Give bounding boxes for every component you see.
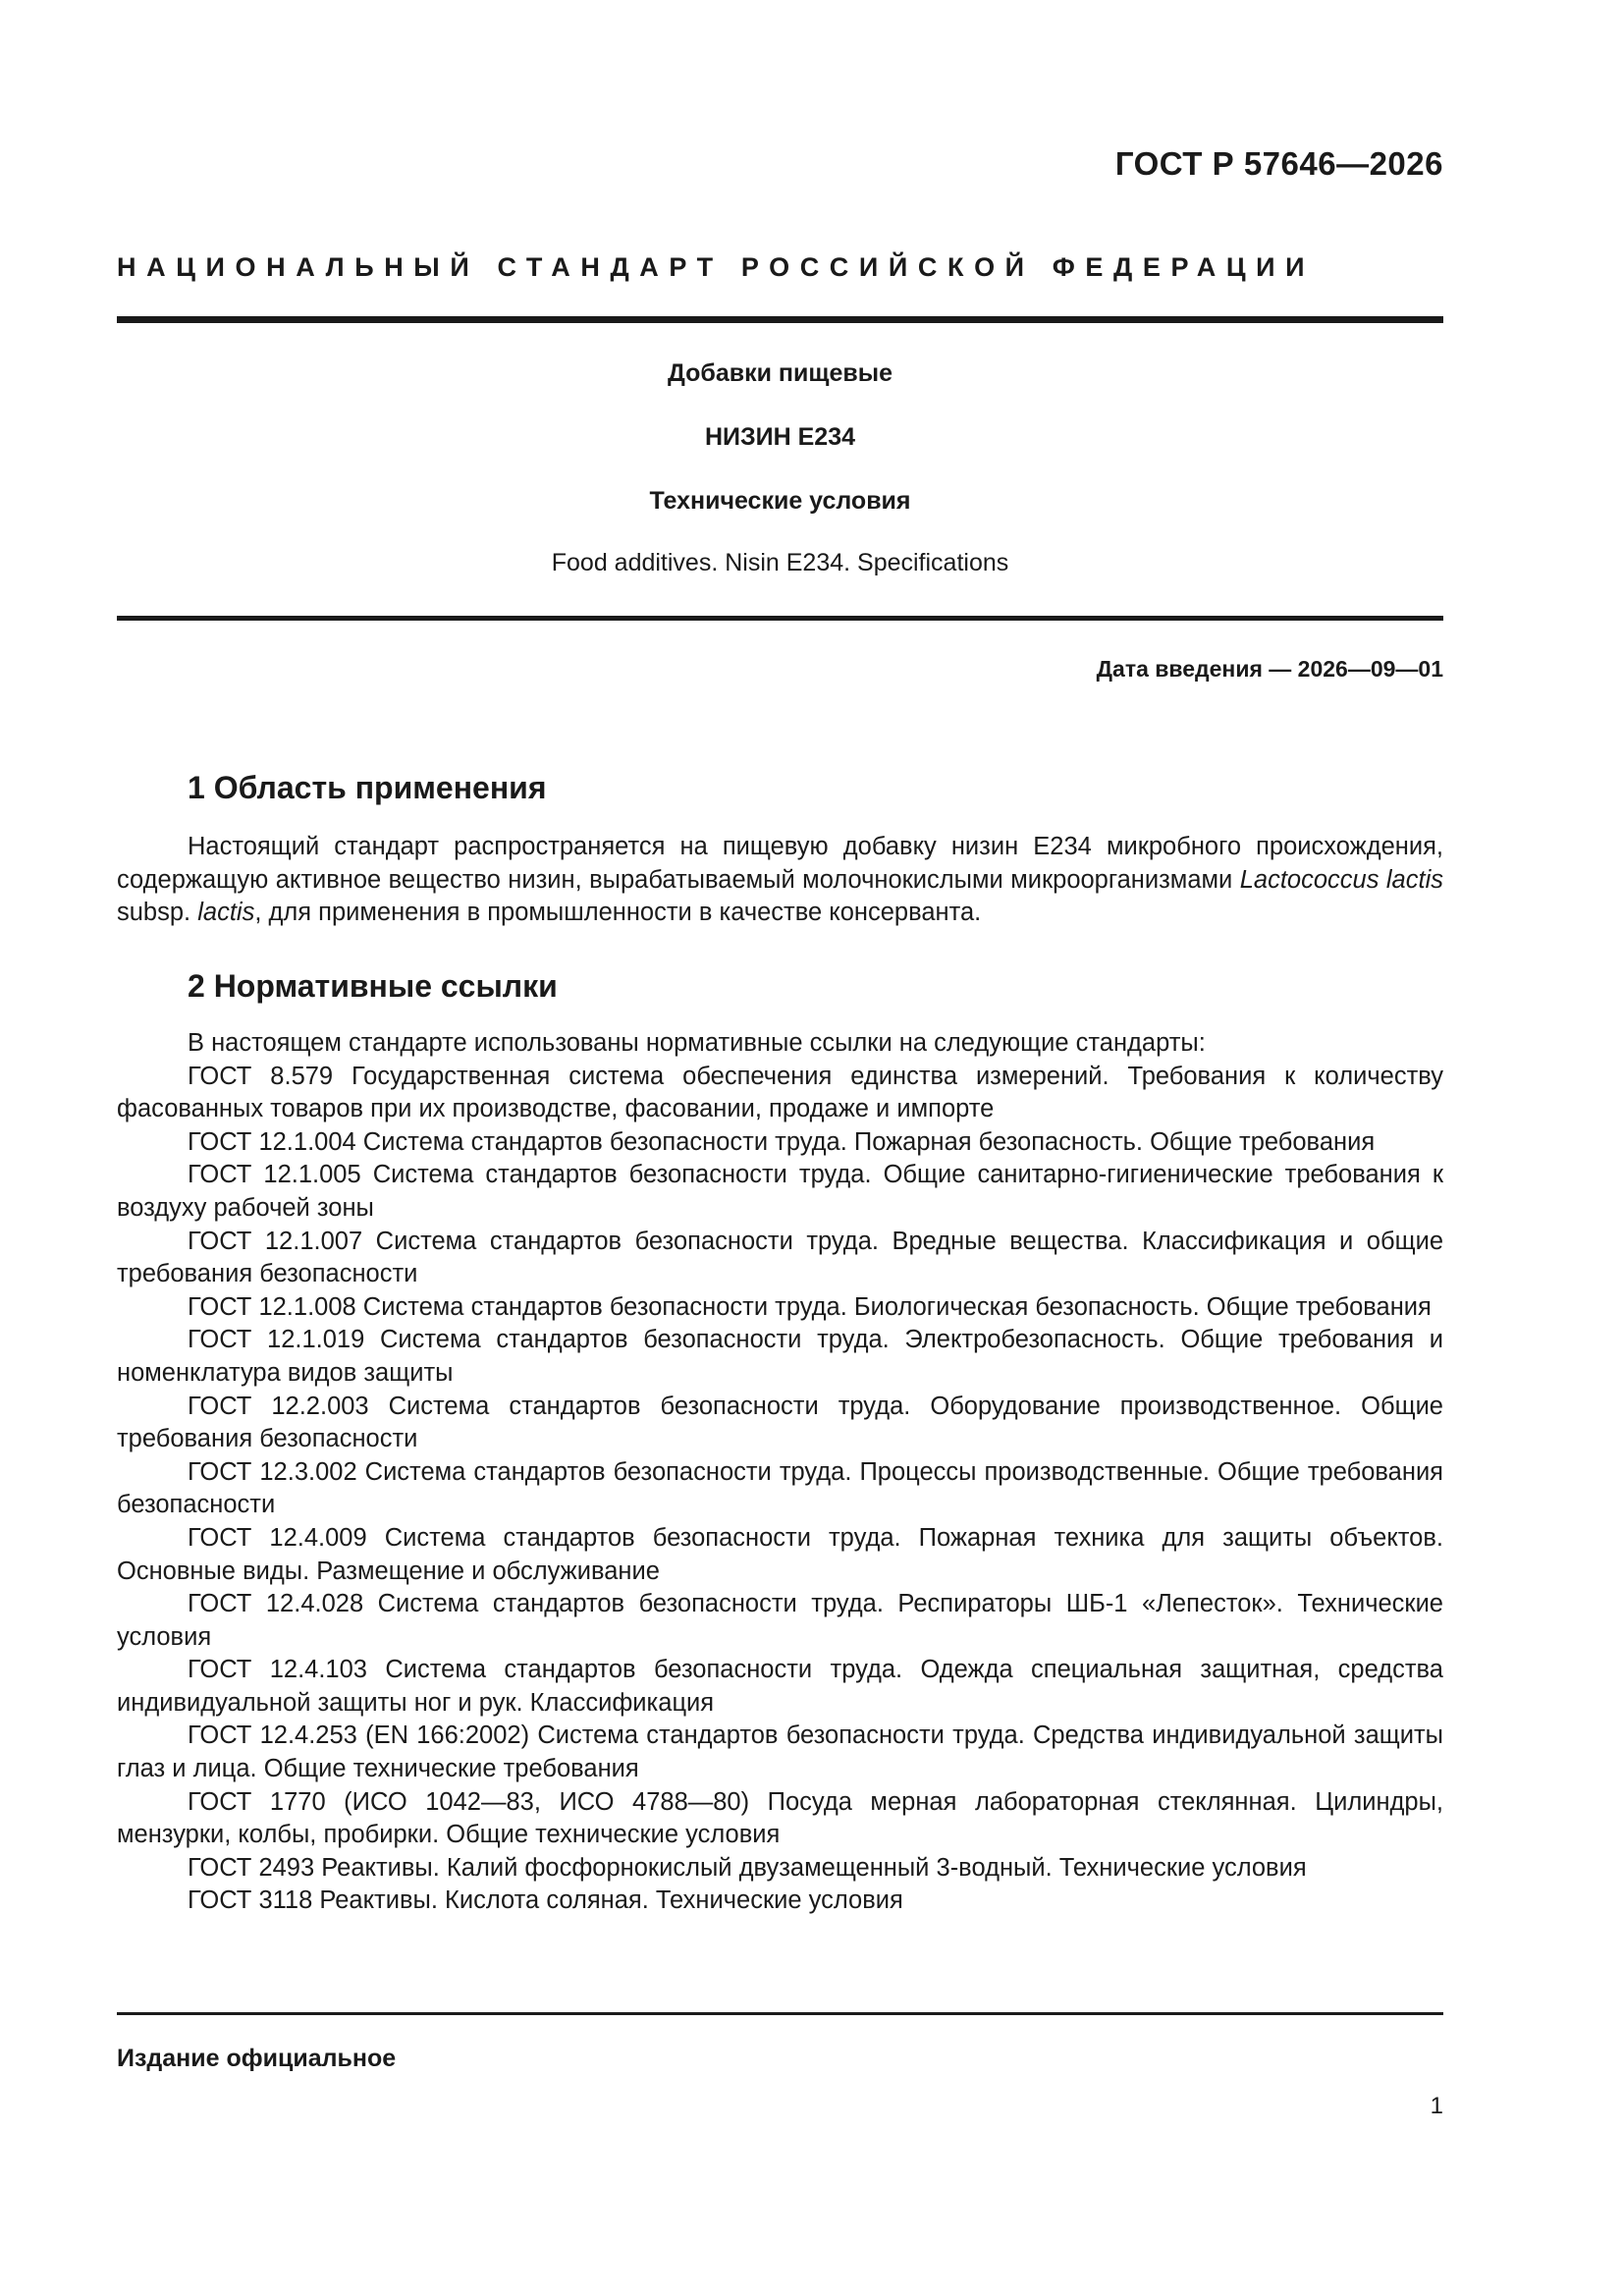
reference-item: ГОСТ 12.1.008 Система стандартов безопасности труда. Биологическая безопасность. Общие требования <box>188 1292 1432 1321</box>
reference-item: ГОСТ 12.4.103 Система стандартов безопасности труда. Одежда специальная защитная, средства индивидуальной защиты ног и рук. Классификация <box>117 1656 1443 1717</box>
reference-item: ГОСТ 2493 Реактивы. Калий фосфорнокислый двузамещенный 3-водный. Технические условия <box>188 1853 1307 1882</box>
reference-item: ГОСТ 12.2.003 Система стандартов безопасности труда. Оборудование производственное. Общие требования безопасности <box>117 1392 1443 1453</box>
normative-references-list <box>117 1027 1443 1918</box>
title-line-1: Добавки пищевые <box>667 359 893 387</box>
reference-item: ГОСТ 12.1.019 Система стандартов безопасности труда. Электробезопасность. Общие требования и номенклатура видов защиты <box>117 1326 1443 1387</box>
section-1-heading: 1 Область применения <box>188 770 547 805</box>
title-line-3: Технические условия <box>649 487 911 515</box>
section-1-italic-subsp: lactis <box>197 899 255 927</box>
gost-number: ГОСТ Р 57646—2026 <box>1114 145 1443 182</box>
references-intro: В настоящем стандарте использованы нормативные ссылки на следующие стандарты: <box>188 1029 1206 1057</box>
reference-item: ГОСТ 12.4.009 Система стандартов безопасности труда. Пожарная техника для защиты объектов. Основные виды. Размещение и обслуживание <box>117 1523 1443 1585</box>
title-line-2: НИЗИН Е234 <box>704 423 856 451</box>
section-1-text-part2: subsp. <box>117 899 198 927</box>
title-rule <box>117 616 1443 621</box>
section-1-paragraph <box>117 831 1443 930</box>
title-english: Food additives. Nisin E234. Specifications <box>551 549 1009 576</box>
official-edition-label: Издание официальное <box>117 2045 397 2072</box>
reference-item: ГОСТ 12.4.028 Система стандартов безопасности труда. Респираторы ШБ-1 «Лепесток». Технические условия <box>117 1590 1443 1651</box>
reference-item: ГОСТ 12.1.005 Система стандартов безопасности труда. Общие санитарно-гигиенические требования к воздуху рабочей зоны <box>117 1161 1443 1222</box>
reference-item: ГОСТ 12.4.253 (EN 166:2002) Система стандартов безопасности труда. Средства индивидуальной защиты глаз и лица. Общие технические требования <box>117 1722 1443 1783</box>
section-2-heading: 2 Нормативные ссылки <box>188 968 558 1004</box>
reference-item: ГОСТ 12.1.004 Система стандартов безопасности труда. Пожарная безопасность. Общие требования <box>188 1127 1376 1156</box>
page-number: 1 <box>1430 2093 1443 2119</box>
section-1-text-part1: Настоящий стандарт распространяется на пищевую добавку низин Е234 микробного происхождения, содержащую активное вещество низин, вырабатываемый молочнокислыми микроорганизмами <box>117 833 1443 894</box>
intro-date: Дата введения — 2026—09—01 <box>1096 656 1443 682</box>
header-rule <box>117 316 1443 323</box>
reference-item: ГОСТ 1770 (ИСО 1042—83, ИСО 4788—80) Посуда мерная лабораторная стеклянная. Цилиндры, мензурки, колбы, пробирки. Общие технические условия <box>117 1787 1443 1849</box>
reference-item: ГОСТ 8.579 Государственная система обеспечения единства измерений. Требования к количеству фасованных товаров при их производстве, фасовании, продаже и импорте <box>117 1062 1443 1123</box>
section-1-italic-genus: Lactococcus lactis <box>1239 865 1443 894</box>
national-standard-header: НАЦИОНАЛЬНЫЙ СТАНДАРТ РОССИЙСКОЙ ФЕДЕРАЦИИ <box>117 252 1316 282</box>
reference-item: ГОСТ 12.1.007 Система стандартов безопасности труда. Вредные вещества. Классификация и общие требования безопасности <box>117 1227 1443 1288</box>
footer-rule <box>117 2012 1443 2015</box>
reference-item: ГОСТ 12.3.002 Система стандартов безопасности труда. Процессы производственные. Общие требования безопасности <box>117 1457 1443 1519</box>
section-1-text-part3: , для применения в промышленности в качестве консерванта. <box>254 899 982 927</box>
reference-item: ГОСТ 3118 Реактивы. Кислота соляная. Технические условия <box>188 1886 903 1915</box>
